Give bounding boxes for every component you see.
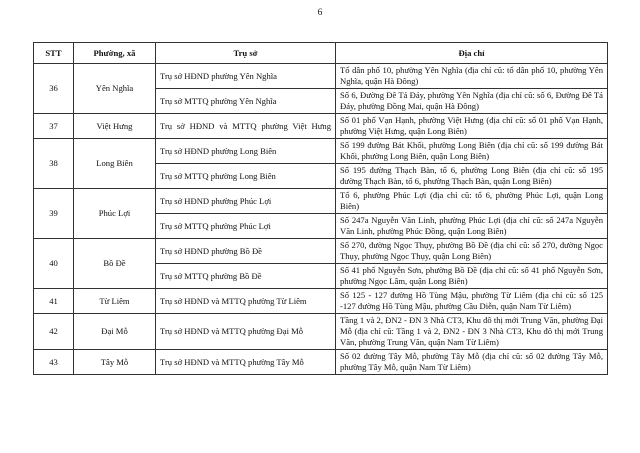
- address-cell: Số 247a Nguyễn Văn Linh, phường Phúc Lợi (địa chỉ cũ: số 247a Nguyễn Văn Linh, phường Phúc Đồng, quận Long Biên): [336, 214, 608, 239]
- table-row: [34, 239, 608, 264]
- ward-cell: Từ Liêm: [74, 289, 156, 314]
- ward-cell: Phúc Lợi: [74, 189, 156, 239]
- address-cell: Số 199 đường Bát Khối, phường Long Biên (địa chỉ cũ: số 199 đường Bát Khối, phường Long Biên, quận Long Biên): [336, 139, 608, 164]
- ward-cell: Yên Nghĩa: [74, 64, 156, 114]
- ward-cell: Việt Hưng: [74, 114, 156, 139]
- stt-cell: 38: [34, 139, 74, 189]
- table-row: [34, 314, 608, 350]
- office-cell: Trụ sở MTTQ phường Long Biên: [156, 164, 336, 189]
- table-row: [34, 64, 608, 89]
- stt-cell: 41: [34, 289, 74, 314]
- address-cell: Số 01 phố Vạn Hạnh, phường Việt Hưng (địa chỉ cũ: số 01 phố Vạn Hạnh, phường Việt Hưng, quận Long Biên): [336, 114, 608, 139]
- stt-cell: 36: [34, 64, 74, 114]
- table-row: [34, 189, 608, 214]
- stt-cell: 43: [34, 350, 74, 375]
- office-cell: Trụ sở HĐND phường Phúc Lợi: [156, 189, 336, 214]
- address-cell: Số 195 đường Thạch Bàn, tổ 6, phường Long Biên (địa chỉ cũ: số 195 đường Thạch Bàn, tổ 6, phường Thạch Bàn, quận Long Biên): [336, 164, 608, 189]
- ward-cell: Bồ Đề: [74, 239, 156, 289]
- address-cell: Số 6, Đường Đê Tả Đáy, phường Yên Nghĩa (địa chỉ cũ: số 6, Đường Đê Tả Đáy, phường Đồng Mai, quận Hà Đông): [336, 89, 608, 114]
- address-cell: Số 41 phố Nguyễn Sơn, phường Bồ Đề (địa chỉ cũ: số 41 phố Nguyễn Sơn, phường Ngọc Lâm, quận Long Biên): [336, 264, 608, 289]
- header-office: Trụ sở: [156, 43, 336, 64]
- header-address: Địa chỉ: [336, 43, 608, 64]
- address-cell: Số 125 - 127 đường Hồ Tùng Mậu, phường Từ Liêm (địa chỉ cũ: số 125 -127 đường Hồ Tùng Mậu, phường Cầu Diễn, quận Nam Từ Liêm): [336, 289, 608, 314]
- header-row: [34, 43, 608, 64]
- header-ward: Phường, xã: [74, 43, 156, 64]
- address-cell: Số 270, đường Ngọc Thụy, phường Bồ Đề (địa chỉ cũ: số 270, đường Ngọc Thụy, phường Ngọc Thụy, quận Long Biên): [336, 239, 608, 264]
- header-stt: STT: [34, 43, 74, 64]
- stt-cell: 37: [34, 114, 74, 139]
- office-address-table: [33, 42, 608, 375]
- address-cell: Tổ 6, phường Phúc Lợi (địa chỉ cũ: tổ 6, phường Phúc Lợi, quận Long Biên): [336, 189, 608, 214]
- table-row: [34, 350, 608, 375]
- office-cell: Trụ sở HĐND và MTTQ phường Tây Mỗ: [156, 350, 336, 375]
- stt-cell: 40: [34, 239, 74, 289]
- office-cell: Trụ sở HĐND và MTTQ phường Đại Mỗ: [156, 314, 336, 350]
- office-cell: Trụ sở MTTQ phường Phúc Lợi: [156, 214, 336, 239]
- stt-cell: 39: [34, 189, 74, 239]
- address-cell: Số 02 đường Tây Mỗ, phường Tây Mỗ (địa chỉ cũ: số 02 đường Tây Mỗ, phường Tây Mỗ, quận Nam Từ Liêm): [336, 350, 608, 375]
- office-cell: Trụ sở HĐND phường Long Biên: [156, 139, 336, 164]
- office-cell: Trụ sở HĐND và MTTQ phường Từ Liêm: [156, 289, 336, 314]
- stt-cell: 42: [34, 314, 74, 350]
- table-row: [34, 114, 608, 139]
- office-cell: Trụ sở MTTQ phường Bồ Đề: [156, 264, 336, 289]
- office-cell: Trụ sở HĐND và MTTQ phường Việt Hưng: [156, 114, 336, 139]
- address-cell: Tầng 1 và 2, ĐN2 - ĐN 3 Nhà CT3, Khu đô thị mới Trung Văn, phường Đại Mỗ (địa chỉ cũ: Tầng 1 và 2, ĐN2 - ĐN 3 Nhà CT3, Khu đô thị mới Trung Văn, phường Trung Văn, quận Nam Từ Liêm): [336, 314, 608, 350]
- office-cell: Trụ sở HĐND phường Bồ Đề: [156, 239, 336, 264]
- table-row: [34, 139, 608, 164]
- address-cell: Tổ dân phố 10, phường Yên Nghĩa (địa chỉ cũ: tổ dân phố 10, phường Yên Nghĩa, quận Hà Đông): [336, 64, 608, 89]
- ward-cell: Long Biên: [74, 139, 156, 189]
- office-cell: Trụ sở MTTQ phường Yên Nghĩa: [156, 89, 336, 114]
- ward-cell: Đại Mỗ: [74, 314, 156, 350]
- page-number: 6: [317, 8, 323, 18]
- ward-cell: Tây Mỗ: [74, 350, 156, 375]
- office-cell: Trụ sở HĐND phường Yên Nghĩa: [156, 64, 336, 89]
- table-row: [34, 289, 608, 314]
